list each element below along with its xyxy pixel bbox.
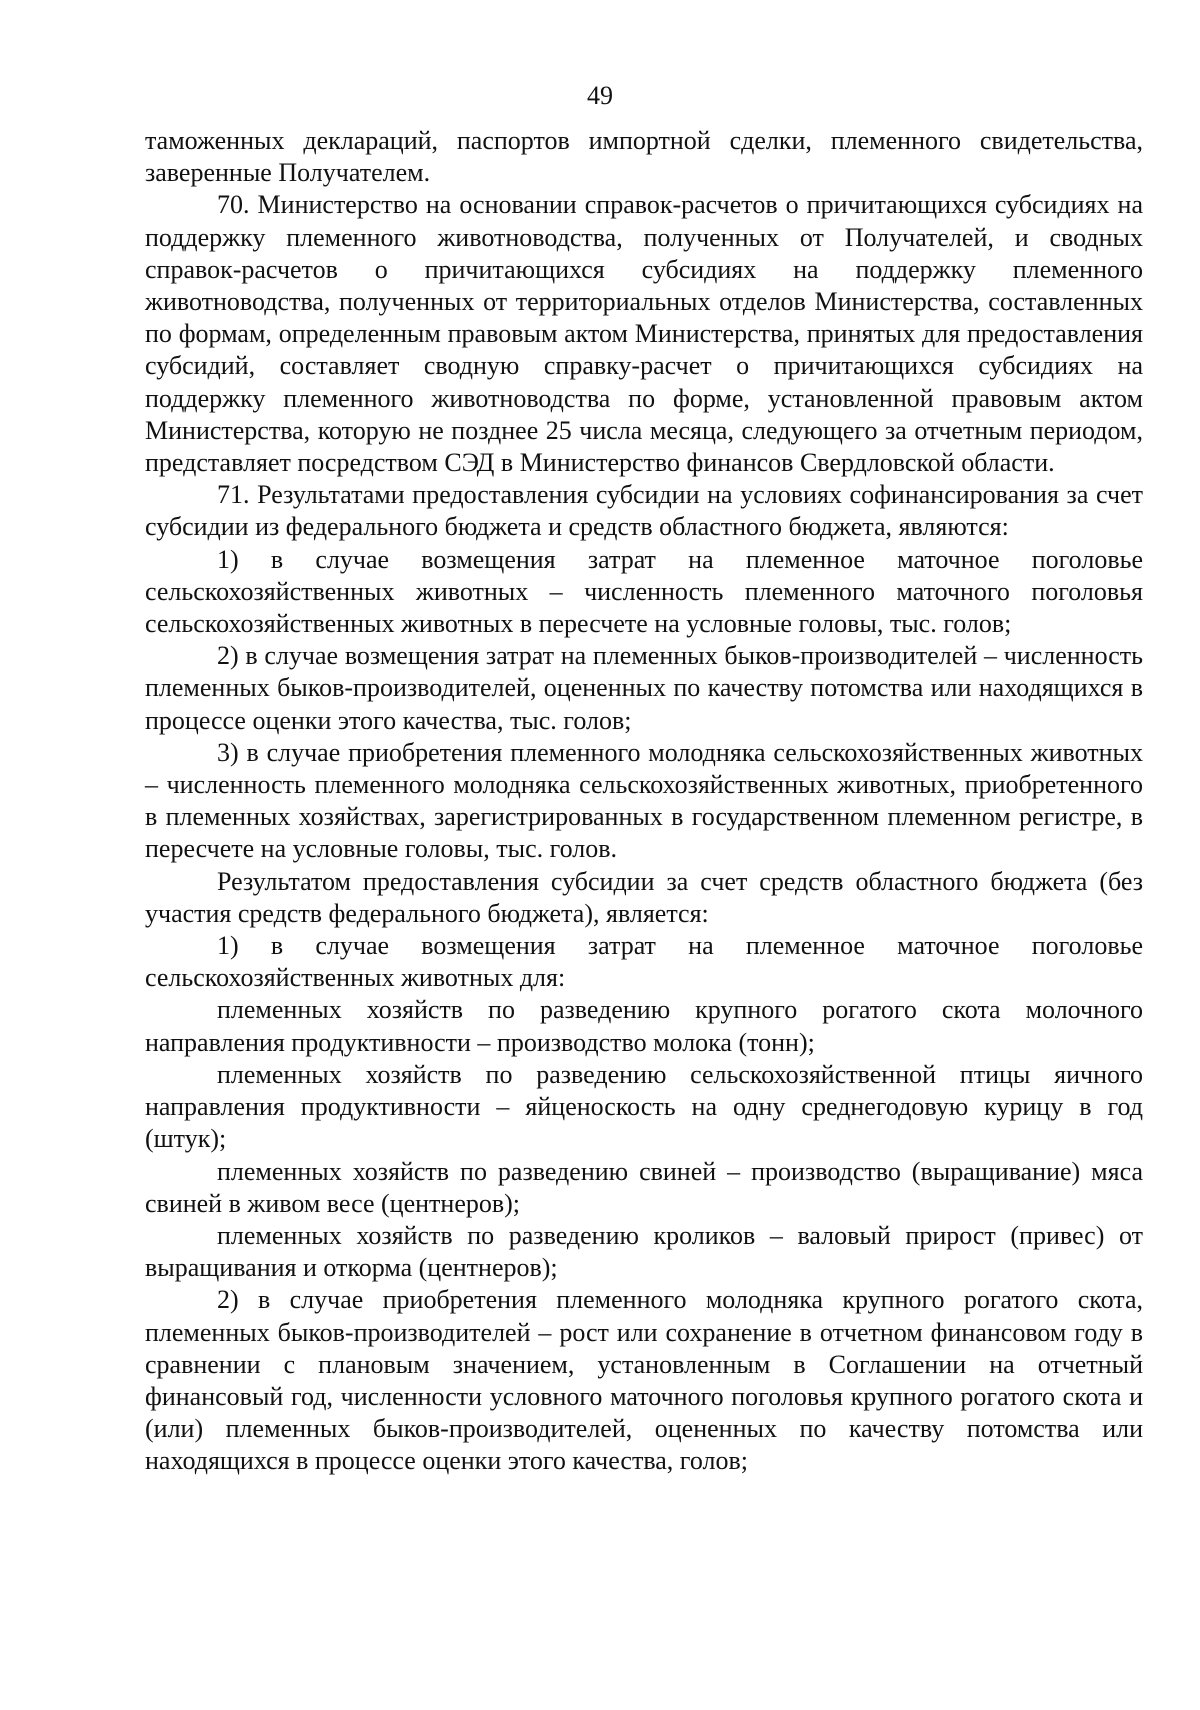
result-dairy-cattle: племенных хозяйств по разведению крупного рогатого скота молочного направления продуктивности – производство молока (тонн);	[145, 995, 1143, 1057]
subitem-2-breeding-bulls: 2) в случае возмещения затрат на племенных быков-производителей – численность племенных быков-производителей, оцененных по качеству потомства или находящихся в процессе оценки этого качества, тыс. голов;	[145, 641, 1143, 735]
result-pigs: племенных хозяйств по разведению свиней – производство (выращивание) мяса свиней в живом весе (центнеров);	[145, 1156, 1143, 1218]
page-number: 49	[587, 81, 613, 110]
document-body	[145, 125, 1143, 1478]
result-poultry: племенных хозяйств по разведению сельскохозяйственной птицы яичного направления продуктивности – яйценоскость на одну среднегодовую курицу в год (штук);	[145, 1059, 1143, 1154]
paragraph-regional-budget-result: Результатом предоставления субсидии за счет средств областного бюджета (без участия средств федерального бюджета), является:	[145, 866, 1143, 928]
subitem-3-young-stock: 3) в случае приобретения племенного молодняка сельскохозяйственных животных – численность племенного молодняка сельскохозяйственных животных, приобретенного в племенных хозяйствах, зарегистрированных в государственном племенном регистре, в пересчете на условные головы, тыс. голов.	[145, 737, 1143, 864]
paragraph-item-71: 71. Результатами предоставления субсидии на условиях софинансирования за счет субсидии из федерального бюджета и средств областного бюджета, являются:	[145, 480, 1143, 542]
subitem-1-maternal-livestock: 1) в случае возмещения затрат на племенное маточное поголовье сельскохозяйственных животных – численность племенного маточного поголовья сельскохозяйственных животных в пересчете на условные головы, тыс. голов;	[145, 544, 1143, 639]
paragraph-continuation: таможенных деклараций, паспортов импортной сделки, племенного свидетельства, заверенные Получателем.	[145, 126, 1143, 188]
subitem-1-regional: 1) в случае возмещения затрат на племенное маточное поголовье сельскохозяйственных животных для:	[145, 931, 1143, 993]
subitem-2-regional: 2) в случае приобретения племенного молодняка крупного рогатого скота, племенных быков-производителей – рост или сохранение в отчетном финансовом году в сравнении с плановым значением, установленным в Соглашении на отчетный финансовый год, численности условного маточного поголовья крупного рогатого скота и (или) племенных быков-производителей, оцененных по качеству потомства или находящихся в процессе оценки этого качества, голов;	[145, 1285, 1143, 1476]
result-rabbits: племенных хозяйств по разведению кроликов – валовый прирост (привес) от выращивания и откорма (центнеров);	[145, 1220, 1143, 1283]
paragraph-item-70: 70. Министерство на основании справок-расчетов о причитающихся субсидиях на поддержку племенного животноводства, полученных от Получателей, и сводных справок-расчетов о причитающихся субсидиях на поддержку племенного животноводства, полученных от территориальных отделов Министерства, составленных по формам, определенным правовым актом Министерства, принятых для предоставления субсидий, составляет сводную справку-расчет о причитающихся субсидиях на поддержку племенного животноводства по форме, установленной правовым актом Министерства, которую не позднее 25 числа месяца, следующего за отчетным периодом, представляет посредством СЭД в Министерство финансов Свердловской области.	[145, 190, 1143, 478]
